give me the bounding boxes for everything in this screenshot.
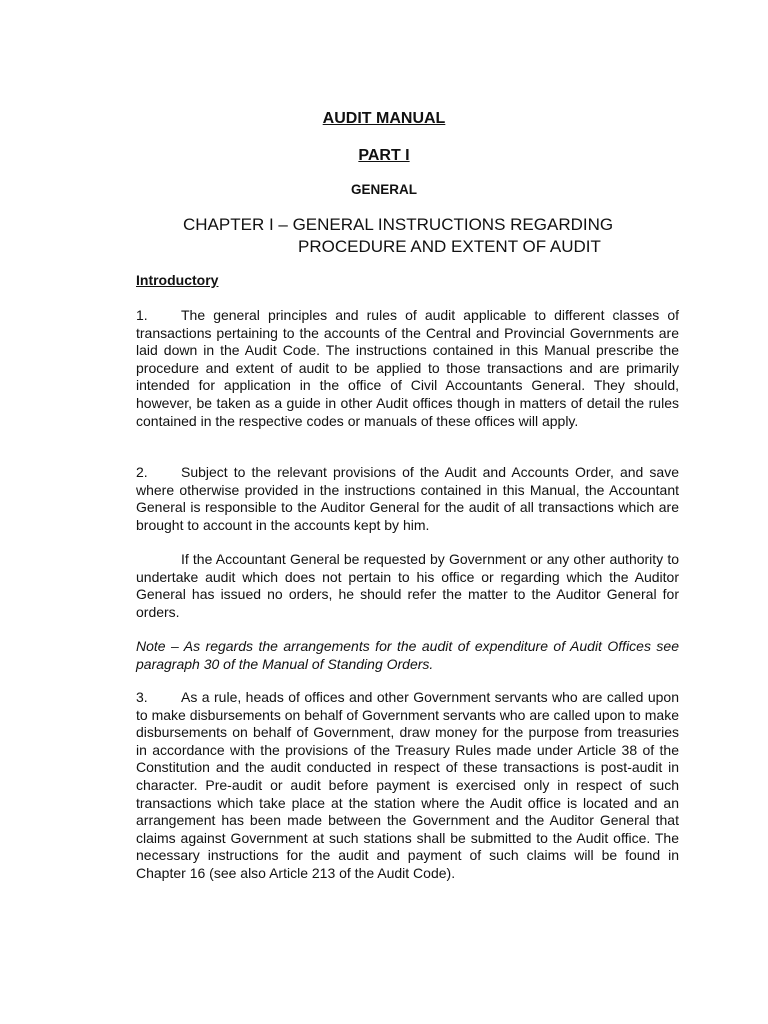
paragraph-number: 3. (136, 689, 148, 705)
paragraph-1 (136, 307, 679, 430)
paragraph-text: If the Accountant General be requested by Government or any other authority to undertake audit which does not pertain to his office or regarding which the Auditor General has issued no orders, he should refer the matter to the Auditor General for orders. (136, 551, 679, 620)
section-title: GENERAL (350, 182, 417, 197)
paragraph-3 (136, 689, 679, 883)
chapter-heading-line1: CHAPTER I – GENERAL INSTRUCTIONS REGARDING (183, 215, 614, 234)
document-title: AUDIT MANUAL (322, 110, 446, 127)
paragraph-text: Subject to the relevant provisions of the Audit and Accounts Order, and save where otherwise provided in the instructions contained in this Manual, the Accountant General is responsible to the Auditor General for the audit of all transactions which are brought to account in the accounts kept by him. (136, 464, 679, 533)
note-text: Note – As regards the arrangements for the audit of expenditure of Audit Offices see paragraph 30 of the Manual of Standing Orders. (136, 638, 679, 672)
chapter-heading-line2: PROCEDURE AND EXTENT OF AUDIT (298, 237, 601, 256)
introductory-heading: Introductory (136, 272, 219, 288)
paragraph-text: As a rule, heads of offices and other Government servants who are called upon to make disbursements on behalf of Government servants who are called upon to make disbursements on behalf of Government, draw money for the purpose from treasuries in accordance with the provisions of the Treasury Rules made under Article 38 of the Constitution and the audit conducted in respect of these transactions is post-audit in character. Pre-audit or audit before payment is exercised only in respect of such transactions which take place at the station where the Audit office is located and an arrangement has been made between the Government and the Auditor General that claims against Government at such stations shall be submitted to the Audit office. The necessary instructions for the audit and payment of such claims will be found in Chapter 16 (see also Article 213 of the Audit Code). (136, 689, 679, 881)
chapter-heading (183, 214, 703, 258)
paragraph-2 (136, 464, 679, 534)
paragraph-text: The general principles and rules of audit applicable to different classes of transactions pertaining to the accounts of the Central and Provincial Governments are laid down in the Audit Code. The instructions contained in this Manual prescribe the procedure and extent of audit to be applied to those transactions and are primarily intended for application in the office of Civil Accountants General. They should, however, be taken as a guide in other Audit offices though in matters of detail the rules contained in the respective codes or manuals of these offices will apply. (136, 307, 679, 429)
paragraph-2-continued (136, 551, 679, 621)
part-title: PART I (358, 147, 410, 164)
paragraph-number: 2. (136, 464, 148, 480)
paragraph-number: 1. (136, 307, 148, 323)
note-paragraph (136, 638, 679, 673)
